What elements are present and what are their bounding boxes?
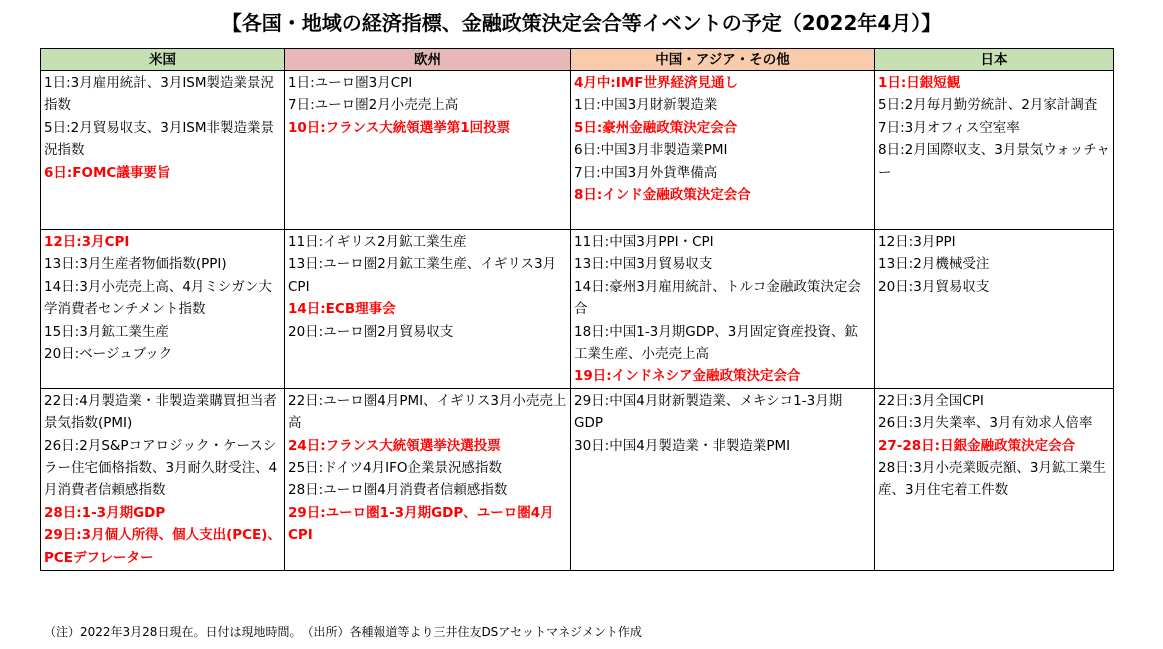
column-header-japan: 日本 [875, 49, 1114, 71]
footnote: （注）2022年3月28日現在。日付は現地時間。 （出所）各種報道等より三井住友DSアセットマネジメント作成 [44, 625, 642, 639]
event-item: 25日:ドイツ4月IFO企業景況感指数 [288, 460, 503, 477]
key-event-item: 1日:日銀短観 [878, 75, 961, 91]
key-event-item: 5日:豪州金融政策決定会合 [574, 119, 738, 136]
event-item: 1日:3月雇用統計、3月ISM製造業景況指数 [44, 75, 275, 114]
event-item: 28日:3月小売業販売額、3月鉱工業生産、3月住宅着工件数 [878, 460, 1106, 499]
column-header-us: 米国 [41, 49, 285, 71]
key-event-item: 12日:3月CPI [44, 234, 130, 250]
event-item: 13日:ユーロ圏2月鉱工業生産、イギリス3月CPI [288, 256, 557, 295]
event-item: 18日:中国1-3月期GDP、3月固定資産投資、鉱工業生産、小売売上高 [574, 323, 858, 363]
event-item: 29日:中国4月財新製造業、メキシコ1-3月期GDP [574, 392, 843, 432]
event-item: 5日:2月貿易収支、3月ISM非製造業景況指数 [44, 119, 275, 159]
event-item: 7日:ユーロ圏2月小売売上高 [288, 97, 459, 114]
event-item: 13日:中国3月貿易収支 [574, 256, 713, 273]
page-title: 【各国・地域の経済指標、金融政策決定会合等イベントの予定（2022年4月）】 [221, 11, 942, 35]
cell-asia-mid-april [571, 230, 875, 389]
key-event-item: 27-28日:日銀金融政策決定会合 [878, 437, 1076, 454]
event-schedule-table [40, 48, 1114, 571]
event-item: 7日:中国3月外貨準備高 [574, 164, 718, 181]
event-item: 15日:3月鉱工業生産 [44, 323, 169, 340]
column-header-europe: 欧州 [285, 49, 571, 71]
event-item: 22日:ユーロ圏4月PMI、イギリス3月小売売上高 [288, 392, 567, 432]
event-item: 22日:3月全国CPI [878, 392, 984, 409]
cell-japan-early-april [875, 71, 1114, 230]
table-row [41, 230, 1114, 389]
cell-asia-late-april [571, 388, 875, 570]
event-item: 22日:4月製造業・非製造業購買担当者景気指数(PMI) [44, 392, 277, 432]
key-event-item: 8日:インド金融政策決定会合 [574, 187, 751, 204]
event-item: 26日:3月失業率、3月有効求人倍率 [878, 415, 1093, 432]
key-event-item: 28日:1-3月期GDP [44, 504, 166, 521]
key-event-item: 24日:フランス大統領選挙決選投票 [288, 437, 501, 454]
event-item: 13日:3月生産者物価指数(PPI) [44, 256, 227, 273]
event-item: 1日:ユーロ圏3月CPI [288, 75, 413, 91]
key-event-item: 29日:3月個人所得、個人支出(PCE)、PCEデフレーター [44, 527, 281, 566]
key-event-item: 4月中:IMF世界経済見通し [574, 75, 738, 91]
key-event-item: 10日:フランス大統領選挙第1回投票 [288, 119, 511, 136]
event-item: 6日:中国3月非製造業PMI [574, 142, 728, 159]
cell-japan-late-april [875, 388, 1114, 570]
event-item: 7日:3月オフィス空室率 [878, 119, 1020, 136]
header-row [41, 49, 1114, 71]
cell-europe-late-april [285, 388, 571, 570]
event-item: 5日:2月毎月勤労統計、2月家計調査 [878, 97, 1098, 114]
event-item: 11日:イギリス2月鉱工業生産 [288, 234, 467, 250]
event-item: 14日:3月小売売上高、4月ミシガン大学消費者センチメント指数 [44, 278, 272, 318]
event-item: 12日:3月PPI [878, 234, 956, 250]
key-event-item: 14日:ECB理事会 [288, 301, 396, 318]
table-row [41, 388, 1114, 570]
cell-us-late-april [41, 388, 285, 570]
cell-us-mid-april [41, 230, 285, 389]
event-item: 13日:2月機械受注 [878, 256, 990, 273]
event-item: 20日:ベージュブック [44, 346, 173, 363]
event-item: 26日:2月S&Pコアロジック・ケースシラー住宅価格指数、3月耐久財受注、4月消費者信頼感指数 [44, 437, 278, 499]
key-event-item: 29日:ユーロ圏1-3月期GDP、ユーロ圏4月CPI [288, 504, 554, 544]
table-row [41, 71, 1114, 230]
key-event-item: 19日:インドネシア金融政策決定会合 [574, 368, 801, 385]
cell-japan-mid-april [875, 230, 1114, 389]
event-item: 14日:豪州3月雇用統計、トルコ金融政策決定会合 [574, 278, 861, 318]
cell-europe-early-april [285, 71, 571, 230]
event-item: 20日:ユーロ圏2月貿易収支 [288, 323, 454, 340]
cell-us-early-april [41, 71, 285, 230]
cell-europe-mid-april [285, 230, 571, 389]
event-item: 1日:中国3月財新製造業 [574, 97, 718, 114]
event-item: 11日:中国3月PPI・CPI [574, 234, 714, 250]
event-item: 20日:3月貿易収支 [878, 278, 990, 295]
cell-asia-early-april [571, 71, 875, 230]
event-item: 28日:ユーロ圏4月消費者信頼感指数 [288, 482, 508, 499]
event-item: 8日:2月国際収支、3月景気ウォッチャー [878, 142, 1110, 181]
column-header-china-asia-other: 中国・アジア・その他 [571, 49, 875, 71]
key-event-item: 6日:FOMC議事要旨 [44, 164, 171, 181]
event-item: 30日:中国4月製造業・非製造業PMI [574, 437, 791, 454]
